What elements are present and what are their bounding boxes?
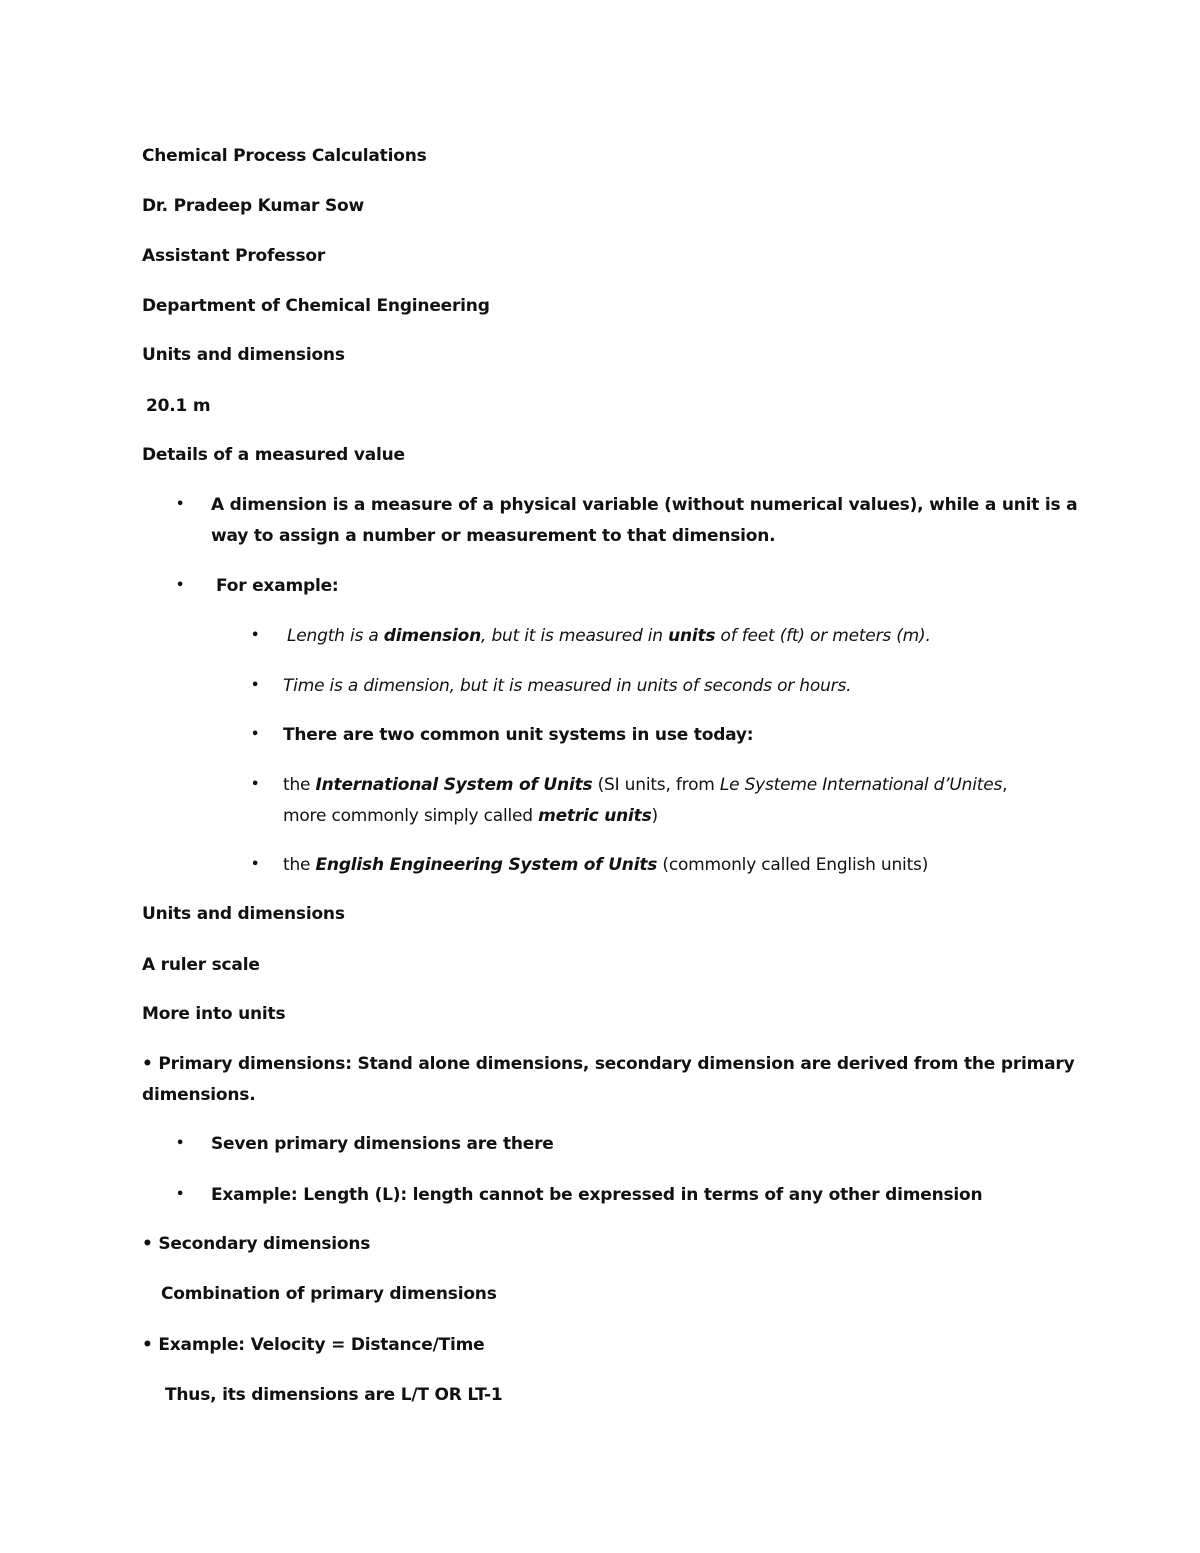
definition-line-2: way to assign a number or measurement to that dimension. bbox=[211, 526, 776, 546]
primary-dimensions-line-2: dimensions. bbox=[142, 1085, 256, 1105]
definition-line-1: A dimension is a measure of a physical variable (without numerical values), while a unit is a bbox=[211, 495, 1078, 515]
author-name: Dr. Pradeep Kumar Sow bbox=[142, 196, 364, 216]
example-length-text: Length is a bbox=[287, 626, 384, 646]
example-length-dimension: dimension bbox=[383, 626, 482, 646]
bullet-icon: • bbox=[251, 628, 260, 643]
measured-value: 20.1 m bbox=[146, 396, 211, 416]
english-system bbox=[283, 854, 928, 876]
si-name: International System of Units bbox=[315, 775, 593, 795]
english-name: English Engineering System of Units bbox=[315, 855, 658, 875]
author-position: Assistant Professor bbox=[142, 246, 326, 266]
ruler-scale: A ruler scale bbox=[142, 955, 260, 975]
document-title: Chemical Process Calculations bbox=[142, 146, 427, 166]
bullet-icon: • bbox=[176, 1136, 185, 1151]
department: Department of Chemical Engineering bbox=[142, 296, 490, 316]
si-text: the bbox=[283, 775, 316, 795]
metric-units: metric units bbox=[538, 806, 652, 826]
example-time: Time is a dimension, but it is measured in units of seconds or hours. bbox=[283, 676, 852, 696]
seven-primary: Seven primary dimensions are there bbox=[211, 1134, 554, 1154]
velocity-dimensions: Thus, its dimensions are L/T OR LT-1 bbox=[165, 1385, 503, 1405]
example-length-units: units bbox=[668, 626, 716, 646]
primary-dimensions-line-1: • Primary dimensions: Stand alone dimensions, secondary dimension are derived from the primary bbox=[142, 1054, 1075, 1074]
combination-line: Combination of primary dimensions bbox=[161, 1284, 497, 1304]
velocity-example: • Example: Velocity = Distance/Time bbox=[142, 1335, 485, 1355]
si-text: more commonly simply called bbox=[283, 806, 539, 826]
si-system-line-2 bbox=[283, 805, 658, 827]
bullet-icon: • bbox=[251, 857, 260, 872]
secondary-dimensions: • Secondary dimensions bbox=[142, 1234, 371, 1254]
example-length-primary: Example: Length (L): length cannot be expressed in terms of any other dimension bbox=[211, 1185, 983, 1205]
section-heading-units: Units and dimensions bbox=[142, 345, 345, 365]
english-text: the bbox=[283, 855, 316, 875]
bullet-icon: • bbox=[251, 678, 260, 693]
si-french-name: Le Systeme International d’Unites bbox=[719, 775, 1003, 795]
english-text: (commonly called English units) bbox=[657, 855, 929, 875]
example-length-text: , but it is measured in bbox=[481, 626, 669, 646]
bullet-icon: • bbox=[251, 727, 260, 742]
si-text: (SI units, from bbox=[592, 775, 720, 795]
si-system-line-1 bbox=[283, 774, 1007, 796]
bullet-icon: • bbox=[176, 1187, 185, 1202]
example-length bbox=[287, 625, 931, 647]
example-length-text: of feet (ft) or meters (m). bbox=[715, 626, 931, 646]
section-heading-units: Units and dimensions bbox=[142, 904, 345, 924]
section-heading-details: Details of a measured value bbox=[142, 445, 405, 465]
si-text: ) bbox=[651, 806, 658, 826]
for-example-label: For example: bbox=[216, 576, 339, 596]
bullet-icon: • bbox=[176, 497, 185, 512]
section-heading-more-units: More into units bbox=[142, 1004, 286, 1024]
bullet-icon: • bbox=[251, 777, 260, 792]
two-systems: There are two common unit systems in use today: bbox=[283, 725, 754, 745]
bullet-icon: • bbox=[176, 578, 185, 593]
si-text: , bbox=[1002, 775, 1008, 795]
